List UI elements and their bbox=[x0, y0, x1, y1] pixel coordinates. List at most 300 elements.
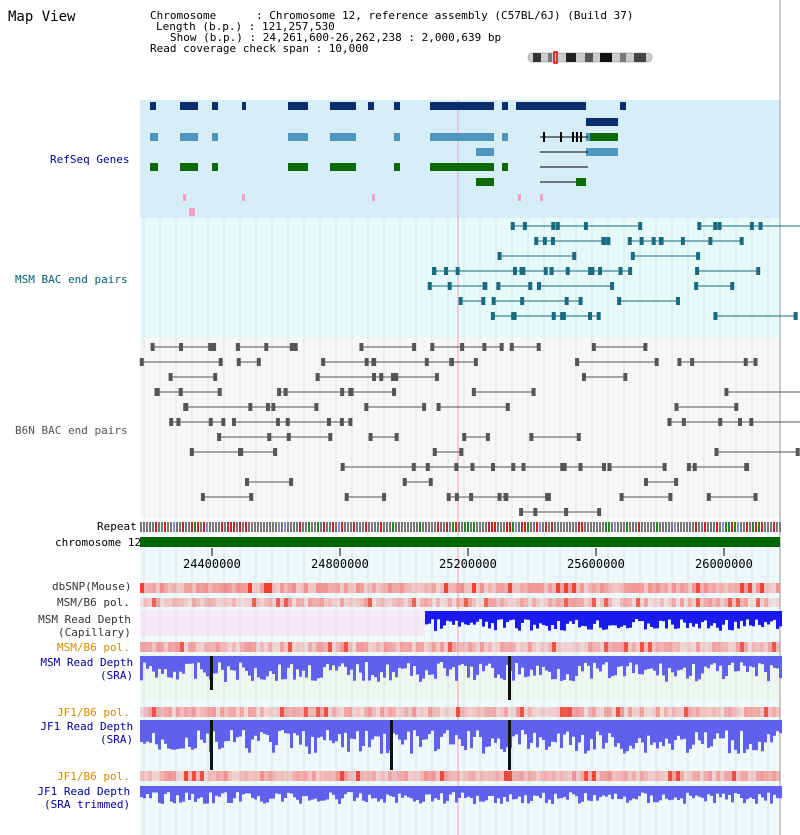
repeat-element bbox=[296, 522, 298, 532]
read-depth-bar bbox=[749, 656, 752, 666]
msm-bac-label[interactable]: MSM BAC end pairs bbox=[15, 273, 128, 286]
polymorphism-cell bbox=[388, 642, 392, 652]
polymorphism-cell bbox=[744, 598, 748, 607]
read-depth-bar bbox=[581, 656, 584, 671]
repeat-element bbox=[287, 522, 289, 532]
read-depth-bar bbox=[653, 656, 656, 671]
polymorphism-cell bbox=[408, 771, 412, 781]
polymorphism-cell bbox=[304, 642, 308, 652]
polymorphism-cell bbox=[348, 598, 352, 607]
read-depth-bar bbox=[470, 786, 473, 798]
polymorphism-cell bbox=[200, 771, 204, 781]
polymorphism-cell bbox=[712, 583, 716, 593]
polymorphism-cell bbox=[536, 642, 540, 652]
polymorphism-cell bbox=[692, 771, 696, 781]
bac-end-marker bbox=[714, 448, 718, 456]
polymorphism-cell bbox=[664, 771, 668, 781]
polymorphism-cell bbox=[376, 707, 380, 717]
read-depth-bar bbox=[176, 720, 179, 749]
jf1-b6-pol-label-2[interactable]: JF1/B6 pol. bbox=[57, 770, 130, 783]
repeat-element bbox=[473, 522, 475, 532]
repeat-element bbox=[647, 522, 649, 532]
polymorphism-cell bbox=[520, 771, 524, 781]
read-depth-bar bbox=[737, 786, 740, 794]
polymorphism-cell bbox=[180, 642, 184, 652]
read-depth-bar bbox=[218, 656, 221, 662]
polymorphism-cell bbox=[436, 598, 440, 607]
repeat-element bbox=[239, 522, 241, 532]
repeat-element bbox=[176, 522, 178, 532]
bac-end-marker bbox=[371, 358, 375, 366]
repeat-element bbox=[767, 522, 769, 532]
read-depth-bar bbox=[707, 720, 710, 748]
repeat-element bbox=[581, 522, 583, 532]
bac-end-marker bbox=[140, 358, 144, 366]
polymorphism-cell bbox=[708, 642, 712, 652]
repeat-element bbox=[233, 522, 235, 532]
polymorphism-cell bbox=[216, 771, 220, 781]
read-depth-bar bbox=[233, 786, 236, 798]
polymorphism-cell bbox=[244, 583, 248, 593]
polymorphism-cell bbox=[148, 771, 152, 781]
dbsnp-label[interactable]: dbSNP(Mouse) bbox=[52, 580, 132, 593]
read-depth-bar bbox=[497, 720, 500, 739]
read-depth-bar bbox=[659, 656, 662, 664]
read-depth-bar bbox=[278, 720, 281, 731]
read-depth-bar bbox=[635, 656, 638, 664]
read-depth-bar bbox=[500, 786, 503, 804]
read-depth-bar bbox=[554, 611, 557, 629]
read-depth-bar bbox=[503, 656, 506, 680]
msm-b6-pol-label-2[interactable]: MSM/B6 pol. bbox=[57, 641, 130, 654]
repeat-element bbox=[332, 522, 334, 532]
bac-end-marker bbox=[523, 222, 527, 230]
polymorphism-cell bbox=[452, 583, 456, 593]
read-depth-bar bbox=[272, 786, 275, 799]
read-depth-bar bbox=[314, 656, 317, 681]
read-depth-bar bbox=[194, 656, 197, 679]
read-depth-bar bbox=[599, 786, 602, 797]
bac-end-marker bbox=[248, 403, 252, 411]
repeat-element bbox=[326, 522, 328, 532]
polymorphism-cell bbox=[484, 707, 488, 717]
polymorphism-cell bbox=[356, 598, 360, 607]
read-depth-bar bbox=[614, 786, 617, 794]
jf1-depth-trim-title: JF1 Read Depth bbox=[37, 785, 131, 798]
read-depth-bar bbox=[689, 611, 692, 623]
read-depth-bar bbox=[410, 720, 413, 754]
read-depth-bar bbox=[464, 786, 467, 798]
read-depth-bar bbox=[764, 786, 767, 801]
read-depth-bar bbox=[272, 720, 275, 753]
polymorphism-cell bbox=[588, 771, 592, 781]
read-depth-bar bbox=[224, 786, 227, 792]
polymorphism-cell bbox=[152, 583, 156, 593]
polymorphism-cell bbox=[696, 707, 700, 717]
bac-end-marker bbox=[277, 388, 281, 396]
read-depth-bar bbox=[590, 611, 593, 629]
polymorphism-cell bbox=[292, 583, 296, 593]
polymorphism-cell bbox=[420, 583, 424, 593]
repeat-element bbox=[593, 522, 595, 532]
refseq-genes-label[interactable]: RefSeq Genes bbox=[50, 153, 130, 166]
polymorphism-cell bbox=[272, 642, 276, 652]
msm-depth-capillary-label[interactable] bbox=[36, 613, 131, 639]
read-depth-bar bbox=[395, 786, 398, 803]
read-depth-bar bbox=[308, 656, 311, 665]
read-depth-bar bbox=[758, 720, 761, 742]
polymorphism-cell bbox=[604, 707, 608, 717]
repeat-element bbox=[290, 522, 292, 532]
bac-end-marker bbox=[232, 418, 236, 426]
polymorphism-cell bbox=[560, 771, 564, 781]
repeat-element bbox=[509, 522, 511, 532]
gene-exon bbox=[476, 178, 494, 186]
polymorphism-cell bbox=[464, 598, 468, 607]
polymorphism-cell bbox=[668, 583, 672, 593]
read-depth-bar bbox=[476, 786, 479, 796]
polymorphism-cell bbox=[508, 583, 512, 593]
polymorphism-cell bbox=[396, 583, 400, 593]
repeat-element bbox=[629, 522, 631, 532]
read-depth-bar bbox=[542, 720, 545, 740]
polymorphism-cell bbox=[296, 707, 300, 717]
read-depth-bar bbox=[605, 786, 608, 797]
polymorphism-cell bbox=[560, 642, 564, 652]
repeat-element bbox=[608, 522, 610, 532]
polymorphism-cell bbox=[188, 642, 192, 652]
repeat-element bbox=[638, 522, 640, 532]
polymorphism-cell bbox=[616, 771, 620, 781]
read-depth-bar bbox=[629, 720, 632, 746]
polymorphism-cell bbox=[716, 598, 720, 607]
repeat-element bbox=[548, 522, 550, 532]
gene-exon bbox=[150, 163, 158, 171]
repeat-element bbox=[563, 522, 565, 532]
polymorphism-cell bbox=[556, 771, 560, 781]
read-depth-bar bbox=[743, 611, 746, 626]
polymorphism-cell bbox=[732, 598, 736, 607]
polymorphism-cell bbox=[344, 583, 348, 593]
read-depth-bar bbox=[149, 786, 152, 798]
read-depth-bar bbox=[413, 720, 416, 730]
msm-depth-sra-label[interactable] bbox=[36, 656, 133, 682]
jf1-depth-trim-label[interactable] bbox=[36, 785, 130, 811]
repeat-element bbox=[335, 522, 337, 532]
polymorphism-cell bbox=[660, 707, 664, 717]
jf1-depth-sra-label[interactable] bbox=[36, 720, 133, 746]
jf1-b6-pol-label-1[interactable]: JF1/B6 pol. bbox=[57, 706, 130, 719]
repeat-element bbox=[299, 522, 301, 532]
read-depth-bar bbox=[347, 720, 350, 752]
bac-end-marker bbox=[284, 388, 288, 396]
polymorphism-cell bbox=[620, 707, 624, 717]
polymorphism-cell bbox=[380, 642, 384, 652]
polymorphism-cell bbox=[708, 771, 712, 781]
read-depth-bar bbox=[224, 720, 227, 741]
polymorphism-cell bbox=[436, 771, 440, 781]
bac-end-marker bbox=[395, 433, 399, 441]
read-depth-bar bbox=[719, 656, 722, 666]
polymorphism-cell bbox=[316, 583, 320, 593]
bac-end-marker bbox=[267, 433, 271, 441]
polymorphism-cell bbox=[548, 707, 552, 717]
polymorphism-cell bbox=[232, 642, 236, 652]
read-depth-bar bbox=[626, 720, 629, 751]
axis-tick-label: 25200000 bbox=[439, 557, 497, 571]
read-depth-bar bbox=[635, 611, 638, 619]
bac-end-marker bbox=[500, 343, 504, 351]
gene-exon bbox=[560, 132, 562, 142]
read-depth-bar bbox=[503, 786, 506, 797]
read-depth-bar bbox=[407, 720, 410, 732]
read-depth-bar bbox=[485, 656, 488, 666]
repeat-element bbox=[440, 522, 442, 532]
polymorphism-cell bbox=[488, 771, 492, 781]
polymorphism-cell bbox=[232, 771, 236, 781]
read-depth-bar bbox=[560, 611, 563, 630]
polymorphism-cell bbox=[584, 707, 588, 717]
polymorphism-cell bbox=[516, 583, 520, 593]
read-depth-bar bbox=[599, 611, 602, 628]
read-depth-bar bbox=[293, 786, 296, 797]
read-depth-bar bbox=[353, 656, 356, 681]
read-depth-bar bbox=[146, 656, 149, 669]
repeat-element bbox=[653, 522, 655, 532]
repeat-element bbox=[512, 522, 514, 532]
read-depth-bar bbox=[446, 786, 449, 801]
msm-b6-pol-label-1[interactable]: MSM/B6 pol. bbox=[57, 596, 130, 609]
read-depth-bar bbox=[467, 611, 470, 625]
polymorphism-cell bbox=[252, 583, 256, 593]
polymorphism-cell bbox=[296, 583, 300, 593]
read-depth-bar bbox=[761, 611, 764, 627]
bac-end-marker bbox=[582, 373, 586, 381]
read-depth-bar bbox=[563, 786, 566, 797]
polymorphism-cell bbox=[776, 707, 780, 717]
gene-exon bbox=[572, 132, 574, 142]
read-depth-bar bbox=[659, 611, 662, 621]
polymorphism-cell bbox=[668, 771, 672, 781]
gene-exon bbox=[502, 163, 508, 171]
polymorphism-cell bbox=[428, 642, 432, 652]
repeat-element bbox=[488, 522, 490, 532]
polymorphism-cell bbox=[684, 707, 688, 717]
read-depth-bar bbox=[776, 786, 779, 798]
read-depth-bar bbox=[173, 720, 176, 750]
read-depth-bar bbox=[269, 720, 272, 742]
polymorphism-cell bbox=[424, 583, 428, 593]
polymorphism-cell bbox=[580, 642, 584, 652]
read-depth-bar bbox=[263, 786, 266, 804]
polymorphism-cell bbox=[504, 583, 508, 593]
polymorphism-cell bbox=[204, 642, 208, 652]
bac-end-marker bbox=[713, 222, 717, 230]
read-depth-bar bbox=[182, 720, 185, 748]
repeat-element bbox=[539, 522, 541, 532]
bac-end-marker bbox=[667, 418, 671, 426]
polymorphism-cell bbox=[472, 771, 476, 781]
read-depth-bar bbox=[722, 656, 725, 679]
read-depth-bar bbox=[290, 656, 293, 664]
polymorphism-cell bbox=[700, 583, 704, 593]
read-depth-bar bbox=[338, 656, 341, 666]
b6n-bac-label[interactable]: B6N BAC end pairs bbox=[15, 424, 128, 437]
polymorphism-cell bbox=[752, 583, 756, 593]
read-depth-bar bbox=[542, 656, 545, 667]
polymorphism-cell bbox=[552, 707, 556, 717]
read-depth-bar bbox=[290, 720, 293, 748]
polymorphism-cell bbox=[244, 771, 248, 781]
read-depth-bar bbox=[236, 720, 239, 737]
read-depth-bar bbox=[491, 786, 494, 796]
polymorphism-cell bbox=[560, 598, 564, 607]
read-depth-bar bbox=[389, 656, 392, 680]
read-depth-bar bbox=[293, 720, 296, 733]
read-depth-bar bbox=[602, 611, 605, 630]
repeat-element bbox=[536, 522, 538, 532]
read-depth-bar bbox=[761, 720, 764, 751]
msm-depth-capillary-title: MSM Read Depth bbox=[38, 613, 131, 626]
read-depth-bar bbox=[365, 656, 368, 662]
read-depth-bar bbox=[656, 611, 659, 628]
polymorphism-cell bbox=[256, 771, 260, 781]
read-depth-bar bbox=[404, 720, 407, 740]
bac-end-marker bbox=[491, 312, 495, 320]
polymorphism-cell bbox=[268, 583, 272, 593]
read-depth-bar bbox=[749, 720, 752, 744]
repeat-element bbox=[224, 522, 226, 532]
repeat-element bbox=[191, 522, 193, 532]
polymorphism-cell bbox=[476, 598, 480, 607]
bac-end-marker bbox=[190, 448, 194, 456]
read-depth-bar bbox=[221, 720, 224, 748]
polymorphism-cell bbox=[408, 707, 412, 717]
read-depth-bar bbox=[320, 720, 323, 737]
read-depth-bar bbox=[473, 786, 476, 804]
bac-end-marker bbox=[428, 282, 432, 290]
read-depth-bar bbox=[704, 786, 707, 801]
read-depth-bar bbox=[146, 720, 149, 742]
gene-exon bbox=[430, 163, 464, 171]
read-depth-bar bbox=[620, 720, 623, 749]
polymorphism-cell bbox=[440, 642, 444, 652]
polymorphism-cell bbox=[240, 642, 244, 652]
polymorphism-cell bbox=[208, 642, 212, 652]
bac-end-marker bbox=[617, 297, 621, 305]
read-depth-bar bbox=[494, 656, 497, 678]
read-depth-bar bbox=[599, 656, 602, 671]
polymorphism-cell bbox=[212, 583, 216, 593]
read-depth-bar bbox=[350, 786, 353, 792]
polymorphism-cell bbox=[640, 771, 644, 781]
polymorphism-cell bbox=[728, 598, 732, 607]
bac-end-marker bbox=[437, 403, 441, 411]
read-depth-bar bbox=[713, 786, 716, 803]
polymorphism-cell bbox=[736, 707, 740, 717]
polymorphism-cell bbox=[308, 583, 312, 593]
polymorphism-cell bbox=[360, 771, 364, 781]
polymorphism-cell bbox=[752, 598, 756, 607]
read-depth-bar bbox=[527, 611, 530, 620]
read-depth-bar bbox=[575, 720, 578, 751]
read-depth-bar bbox=[296, 720, 299, 735]
bac-end-marker bbox=[151, 343, 155, 351]
repeat-element bbox=[350, 522, 352, 532]
repeat-element bbox=[197, 522, 199, 532]
polymorphism-cell bbox=[748, 771, 752, 781]
read-depth-bar bbox=[263, 720, 266, 734]
polymorphism-cell bbox=[744, 707, 748, 717]
polymorphism-cell bbox=[544, 707, 548, 717]
bac-end-marker bbox=[176, 418, 180, 426]
read-depth-bar bbox=[197, 786, 200, 799]
repeat-element bbox=[566, 522, 568, 532]
read-depth-bar bbox=[500, 611, 503, 619]
read-depth-bar bbox=[533, 611, 536, 625]
read-depth-bar bbox=[407, 786, 410, 797]
read-depth-bar bbox=[557, 656, 560, 669]
read-depth-bar bbox=[716, 720, 719, 733]
polymorphism-cell bbox=[272, 771, 276, 781]
read-depth-bar bbox=[263, 656, 266, 680]
gene-exon bbox=[212, 102, 218, 110]
polymorphism-cell bbox=[440, 598, 444, 607]
read-depth-bar bbox=[527, 786, 530, 803]
read-depth-bar bbox=[674, 786, 677, 798]
polymorphism-cell bbox=[608, 598, 612, 607]
polymorphism-cell bbox=[208, 583, 212, 593]
bac-end-marker bbox=[245, 478, 249, 486]
polymorphism-cell bbox=[456, 598, 460, 607]
read-depth-bar bbox=[362, 786, 365, 801]
bac-end-marker bbox=[498, 252, 502, 260]
polymorphism-cell bbox=[652, 707, 656, 717]
polymorphism-cell bbox=[524, 583, 528, 593]
read-depth-bar bbox=[164, 720, 167, 744]
read-depth-bar bbox=[188, 656, 191, 664]
bac-end-marker bbox=[221, 418, 225, 426]
refseq-panel bbox=[140, 100, 780, 218]
polymorphism-cell bbox=[672, 598, 676, 607]
bac-end-marker bbox=[249, 493, 253, 501]
polymorphism-cell bbox=[268, 598, 272, 607]
polymorphism-cell bbox=[156, 583, 160, 593]
read-depth-bar bbox=[380, 656, 383, 672]
polymorphism-cell bbox=[472, 642, 476, 652]
read-depth-bar bbox=[779, 786, 782, 798]
read-depth-bar bbox=[644, 720, 647, 753]
read-depth-bar bbox=[527, 720, 530, 749]
polymorphism-cell bbox=[392, 707, 396, 717]
polymorphism-cell bbox=[368, 642, 372, 652]
polymorphism-cell bbox=[248, 583, 252, 593]
polymorphism-cell bbox=[256, 707, 260, 717]
read-depth-bar bbox=[512, 611, 515, 620]
read-depth-bar bbox=[179, 656, 182, 672]
axis-tick-label: 24800000 bbox=[311, 557, 369, 571]
bac-end-marker bbox=[638, 222, 642, 230]
polymorphism-cell bbox=[688, 771, 692, 781]
repeat-element bbox=[599, 522, 601, 532]
polymorphism-cell bbox=[488, 642, 492, 652]
polymorphism-cell bbox=[464, 583, 468, 593]
polymorphism-cell bbox=[152, 707, 156, 717]
polymorphism-cell bbox=[260, 642, 264, 652]
polymorphism-cell bbox=[396, 771, 400, 781]
bac-end-marker bbox=[504, 493, 508, 501]
read-depth-bar bbox=[635, 786, 638, 799]
